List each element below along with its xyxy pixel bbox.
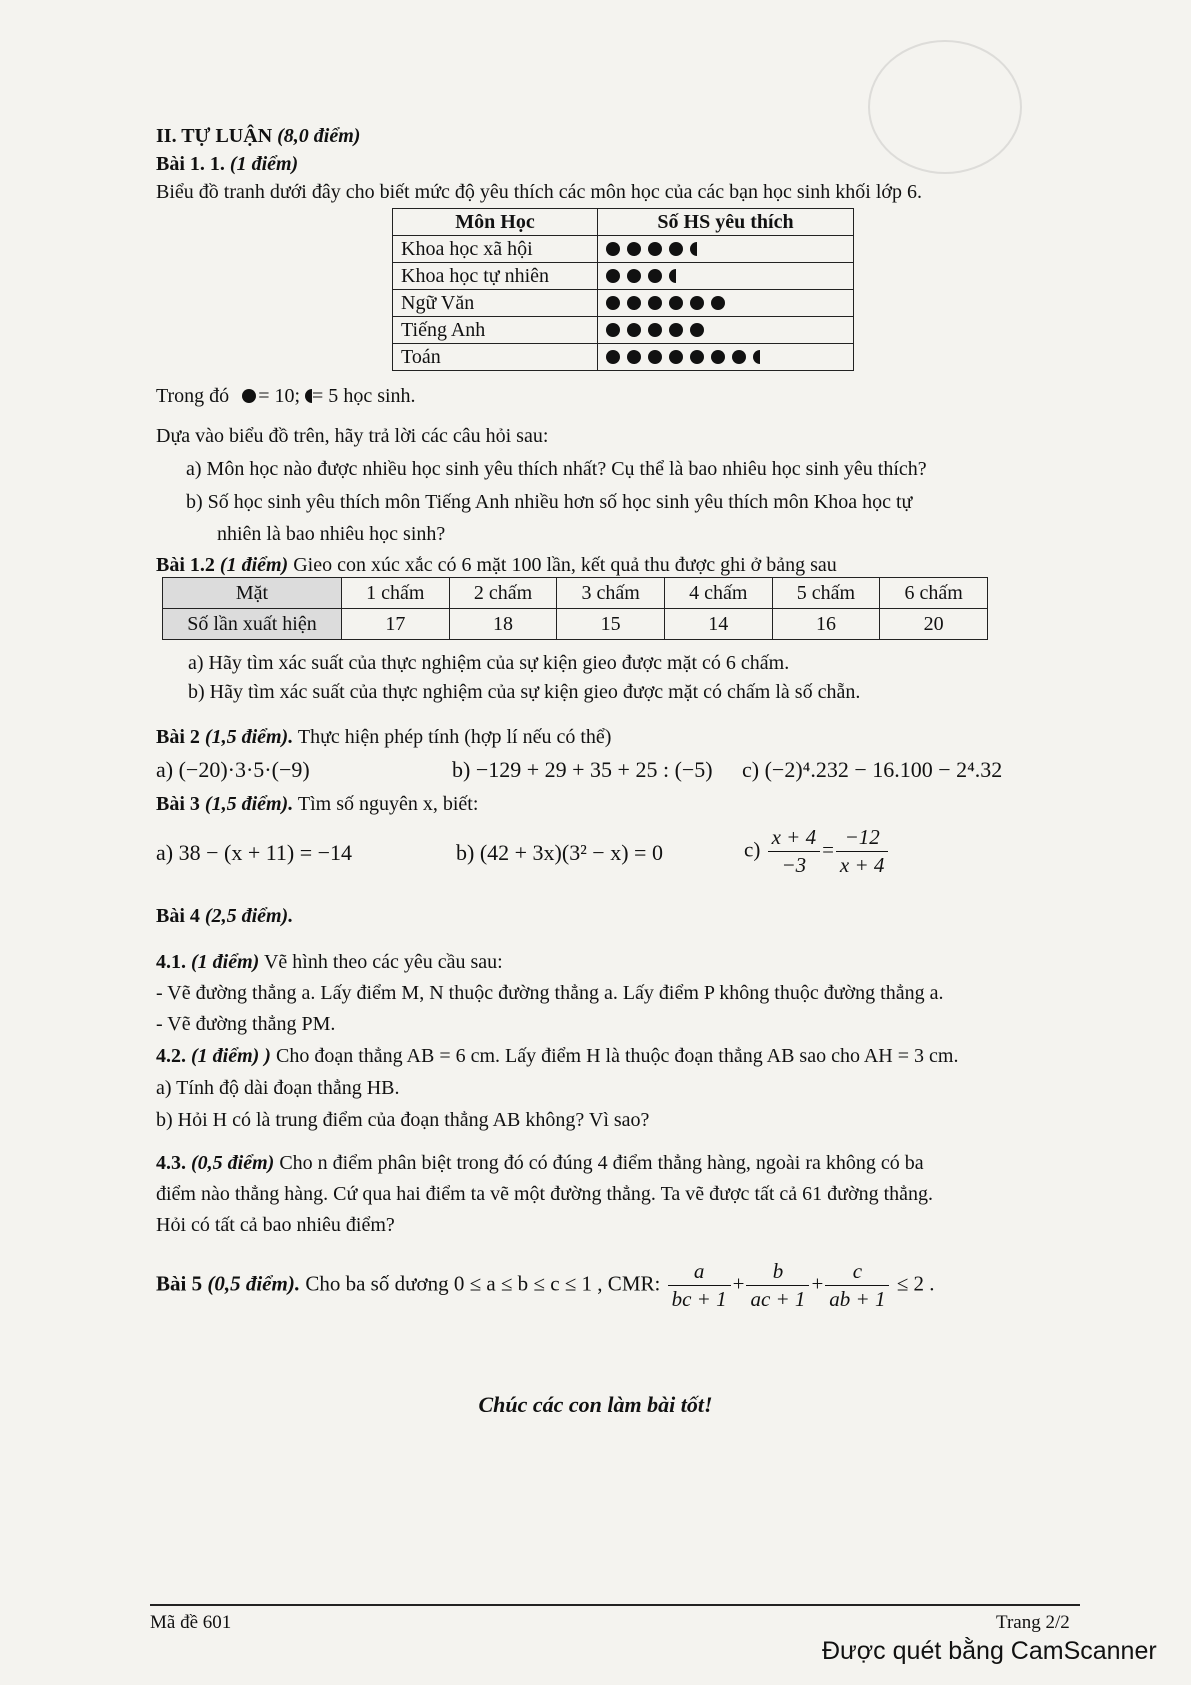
b43-heading	[156, 1151, 924, 1175]
dice-head-cell: 3 chấm	[557, 578, 665, 609]
pictograph-table	[392, 208, 854, 371]
b41-line-2: - Vẽ đường thẳng PM.	[156, 1013, 336, 1035]
b5-end: ≤ 2 .	[896, 1271, 935, 1296]
full-dot-icon	[732, 350, 746, 364]
half-dot-icon	[305, 389, 312, 403]
b43-text: Cho n điểm phân biệt trong đó có đúng 4 điểm thẳng hàng, ngoài ra không có ba	[279, 1152, 924, 1174]
full-dot-icon	[669, 350, 683, 364]
b43-line-3: Hỏi có tất cả bao nhiêu điểm?	[156, 1214, 395, 1236]
b3-expr-c: c) $\frac{x + 4}{-3}$ = $\frac{-12}{x + 4}$	[744, 824, 890, 880]
b4-points: (2,5 điểm).	[204, 905, 294, 927]
b5-line: Bài 5 (0,5 điểm). Cho ba số dương 0 ≤ a ≤ b ≤ c ≤ 1 , CMR: $\frac{a}{bc + 1}$ + $\frac{b}{ac + 1}$ + $\frac{c}{ab + 1}$ ≤ 2 .	[156, 1258, 934, 1314]
footer-divider	[150, 1604, 1080, 1606]
b42-question-b: b) Hỏi H có là trung điểm của đoạn thẳng AB không? Vì sao?	[156, 1109, 650, 1131]
full-dot-icon	[690, 350, 704, 364]
half-dot-icon	[669, 269, 676, 283]
b43-line-2: điểm nào thẳng hàng. Cứ qua hai điểm ta vẽ một đường thẳng. Ta vẽ được tất cả 61 đường thẳng.	[156, 1183, 934, 1205]
full-dot-icon	[606, 350, 620, 364]
full-dot-icon	[606, 296, 620, 310]
picto-row	[393, 344, 854, 371]
b42-question-a: a) Tính độ dài đoạn thẳng HB.	[156, 1077, 400, 1099]
dice-count-cell: 16	[772, 609, 880, 640]
full-dot-icon	[606, 323, 620, 337]
b1-ask: Dựa vào biểu đồ trên, hãy trả lời các câu hỏi sau:	[156, 425, 549, 447]
b12-text: Gieo con xúc xắc có 6 mặt 100 lần, kết quả thu được ghi ở bảng sau	[293, 554, 837, 576]
full-dot-icon	[690, 323, 704, 337]
full-dot-icon	[648, 350, 662, 364]
b3-label: Bài 3	[156, 793, 200, 815]
half-dot-icon	[753, 350, 760, 364]
b3-fraction-left: $\frac{x + 4}{-3}$	[768, 824, 821, 880]
b2-expr-c: c) (−2)⁴.232 − 16.100 − 2⁴.32	[742, 757, 1003, 782]
b4-label: Bài 4	[156, 905, 200, 927]
picto-subject: Ngữ Văn	[393, 290, 598, 317]
scanner-watermark: Được quét bằng CamScanner	[822, 1637, 1157, 1665]
b3-expr-b: b) (42 + 3x)(3² − x) = 0	[456, 840, 663, 865]
picto-dots	[598, 236, 854, 263]
dice-head-cell: 6 chấm	[880, 578, 988, 609]
picto-row	[393, 236, 854, 263]
faded-stamp	[868, 40, 1022, 174]
b3-c-label: c)	[744, 837, 761, 862]
b12-label: Bài 1.2	[156, 554, 215, 576]
b41-heading	[156, 950, 503, 974]
picto-dots	[598, 263, 854, 290]
full-dot-icon	[242, 389, 256, 403]
b42-label: 4.2.	[156, 1045, 186, 1067]
full-dot-icon	[648, 269, 662, 283]
picto-header-row	[393, 209, 854, 236]
dice-head-cell: 1 chấm	[342, 578, 450, 609]
full-dot-icon	[606, 269, 620, 283]
b2-expr-a: a) (−20)·3·5·(−9)	[156, 757, 310, 782]
dice-table	[162, 577, 988, 640]
picto-dots	[598, 344, 854, 371]
dice-head-cell: 5 chấm	[772, 578, 880, 609]
b41-points: (1 điểm)	[191, 951, 260, 973]
b41-label: 4.1.	[156, 951, 186, 973]
dice-head-cell: 2 chấm	[449, 578, 557, 609]
closing-message: Chúc các con làm bài tốt!	[478, 1392, 713, 1417]
b12-question-a: a) Hãy tìm xác suất của thực nghiệm của sự kiện gieo được mặt có 6 chấm.	[188, 652, 790, 674]
picto-subject: Toán	[393, 344, 598, 371]
b2-label: Bài 2	[156, 726, 200, 748]
dice-head-cell: 4 chấm	[664, 578, 772, 609]
b3-points: (1,5 điểm).	[204, 793, 294, 815]
full-dot-icon	[648, 323, 662, 337]
dice-count-cell: 18	[449, 609, 557, 640]
b1-question-b: b) Số học sinh yêu thích môn Tiếng Anh nhiều hơn số học sinh yêu thích môn Khoa học tự	[186, 491, 913, 513]
dice-count-cell: 20	[880, 609, 988, 640]
b12-points: (1 điểm)	[219, 554, 289, 576]
b1-question-a: a) Môn học nào được nhiều học sinh yêu thích nhất? Cụ thể là bao nhiêu học sinh yêu thích?	[186, 458, 927, 480]
b2-text: Thực hiện phép tính (hợp lí nếu có thể)	[297, 726, 612, 748]
legend	[156, 384, 416, 408]
b3-text: Tìm số nguyên x, biết:	[297, 793, 479, 815]
picto-row	[393, 263, 854, 290]
full-dot-icon	[627, 242, 641, 256]
b2-expr-b: b) −129 + 29 + 35 + 25 : (−5)	[452, 757, 713, 782]
b43-label: 4.3.	[156, 1152, 186, 1174]
b5-fraction-b: $\frac{b}{ac + 1}$	[746, 1258, 809, 1314]
full-dot-icon	[669, 296, 683, 310]
full-dot-icon	[690, 296, 704, 310]
b5-fraction-c: $\frac{c}{ab + 1}$	[825, 1258, 889, 1314]
b12-question-b: b) Hãy tìm xác suất của thực nghiệm của sự kiện gieo được mặt có chấm là số chẵn.	[188, 681, 861, 703]
legend-full: = 10;	[258, 385, 301, 407]
picto-dots	[598, 317, 854, 344]
b43-points: (0,5 điểm)	[191, 1152, 275, 1174]
b42-points: (1 điểm) )	[191, 1045, 271, 1067]
dice-count-row	[163, 609, 988, 640]
full-dot-icon	[669, 323, 683, 337]
section-title: II. TỰ LUẬN	[156, 125, 273, 147]
picto-dots	[598, 290, 854, 317]
b5-label: Bài 5	[156, 1271, 203, 1296]
picto-row	[393, 317, 854, 344]
full-dot-icon	[627, 350, 641, 364]
b5-fraction-a: $\frac{a}{bc + 1}$	[668, 1258, 731, 1314]
b1-points: (1 điểm)	[229, 153, 299, 175]
b1-heading	[156, 152, 298, 176]
b12-heading	[156, 553, 837, 577]
dice-row-label: Số lần xuất hiện	[163, 609, 342, 640]
picto-row	[393, 290, 854, 317]
full-dot-icon	[648, 296, 662, 310]
b42-text: Cho đoạn thẳng AB = 6 cm. Lấy điểm H là thuộc đoạn thẳng AB sao cho AH = 3 cm.	[275, 1045, 959, 1067]
legend-suffix: học sinh.	[343, 385, 416, 407]
dice-head-cell: Mặt	[163, 578, 342, 609]
b1-intro: Biểu đồ tranh dưới đây cho biết mức độ yêu thích các môn học của các bạn học sinh khối lớp 6.	[156, 181, 922, 203]
picto-subject: Khoa học xã hội	[393, 236, 598, 263]
b1-label: Bài 1. 1.	[156, 153, 225, 175]
b3-heading	[156, 792, 478, 816]
legend-prefix: Trong đó	[156, 385, 230, 407]
b3-expr-a: a) 38 − (x + 11) = −14	[156, 840, 353, 865]
full-dot-icon	[627, 269, 641, 283]
section-points: (8,0 điểm)	[277, 125, 361, 147]
full-dot-icon	[627, 323, 641, 337]
half-dot-icon	[690, 242, 697, 256]
legend-half: = 5	[312, 385, 339, 407]
b4-heading	[156, 904, 293, 928]
full-dot-icon	[711, 296, 725, 310]
section-heading	[156, 124, 360, 148]
exam-code: Mã đề 601	[150, 1612, 232, 1633]
b3-fraction-right: $\frac{-12}{x + 4}$	[836, 824, 889, 880]
full-dot-icon	[648, 242, 662, 256]
full-dot-icon	[627, 296, 641, 310]
full-dot-icon	[711, 350, 725, 364]
full-dot-icon	[606, 242, 620, 256]
page-number: Trang 2/2	[996, 1612, 1070, 1633]
b5-text: Cho ba số dương 0 ≤ a ≤ b ≤ c ≤ 1 , CMR:	[305, 1271, 661, 1296]
b41-text: Vẽ hình theo các yêu cầu sau:	[263, 951, 503, 973]
picto-subject: Khoa học tự nhiên	[393, 263, 598, 290]
b42-heading	[156, 1044, 958, 1068]
dice-count-cell: 14	[664, 609, 772, 640]
picto-subject: Tiếng Anh	[393, 317, 598, 344]
dice-count-cell: 15	[557, 609, 665, 640]
picto-header-subject: Môn Học	[393, 209, 598, 236]
b5-points: (0,5 điểm).	[207, 1271, 301, 1296]
dice-head-row	[163, 578, 988, 609]
b1-question-b-cont: nhiên là bao nhiêu học sinh?	[217, 523, 446, 545]
b2-heading	[156, 725, 611, 749]
dice-count-cell: 17	[342, 609, 450, 640]
picto-header-count: Số HS yêu thích	[598, 209, 854, 236]
b41-line-1: - Vẽ đường thẳng a. Lấy điểm M, N thuộc đường thẳng a. Lấy điểm P không thuộc đường thẳng a.	[156, 982, 944, 1004]
b2-points: (1,5 điểm).	[204, 726, 294, 748]
full-dot-icon	[669, 242, 683, 256]
